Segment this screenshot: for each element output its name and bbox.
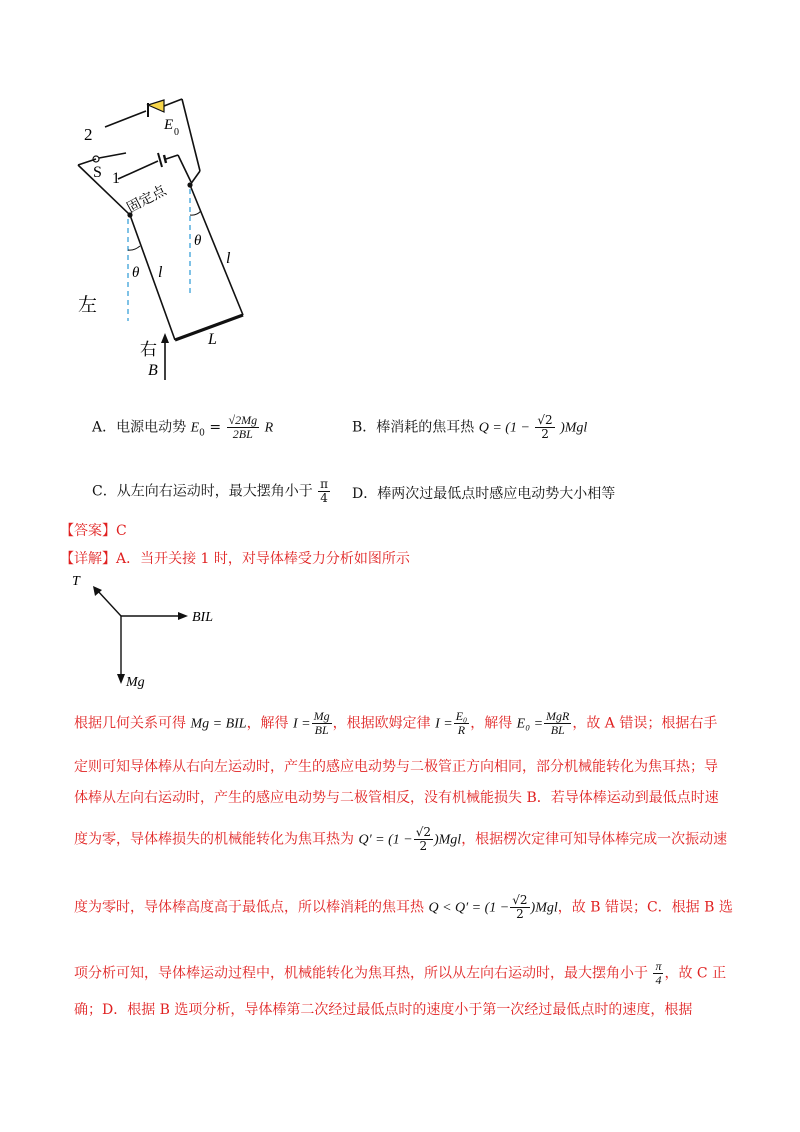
label-fixed-point: 固定点	[124, 183, 169, 217]
option-a: A．电源电动势 $E_0$ = $\frac{√2Mg}{2BL}$ R	[92, 413, 274, 441]
label-e0-sub: 0	[174, 127, 179, 138]
analysis-intro: 【详解】A．当开关接 1 时，对导体棒受力分析如图所示	[60, 551, 410, 567]
option-b: B．棒消耗的焦耳热 Q = (1 − $\frac{√2}{2}$ )Mgl	[352, 413, 588, 441]
label-mg: Mg	[126, 675, 145, 690]
fraction: $\frac{\pi}{4}$	[320, 477, 329, 505]
label-b-field: B	[148, 362, 158, 379]
force-diagram	[64, 568, 234, 693]
label-t: T	[72, 574, 80, 589]
analysis-line-4: 度为零，导体棒损失的机械能转化为焦耳热为 Q′ = (1 − $\frac{√2}{2}$ )Mgl，根据楞次定律可知导体棒完成一次振动速	[74, 825, 728, 853]
label-2: 2	[84, 125, 93, 144]
fraction: $\frac{\text{MgR}}{BL}$	[546, 709, 570, 737]
analysis-line-3: 体棒从左向右运动时，产生的感应电动势与二极管相反，没有机械能损失 B．若导体棒运动到最低点时速	[74, 790, 719, 806]
option-c: C．从左向右运动时，最大摆角小于 $\frac{\pi}{4}$	[92, 477, 329, 505]
label-bil: BIL	[192, 610, 213, 625]
label-right: 右	[140, 340, 157, 359]
circuit-figure	[60, 85, 330, 385]
arrow-bil-icon	[178, 612, 188, 620]
diode-icon	[148, 100, 164, 112]
analysis-line-2: 定则可知导体棒从右向左运动时，产生的感应电动势与二极管正方向相同，部分机械能转化为焦耳热；导	[74, 759, 718, 775]
fraction: $\frac{Mg}{BL}$	[313, 709, 330, 737]
label-1: 1	[112, 170, 120, 187]
label-s: S	[93, 164, 102, 181]
label-left: 左	[78, 295, 98, 316]
label-theta-left: θ	[132, 265, 140, 281]
answer-label: 【答案】C	[60, 523, 127, 539]
label-l-left: l	[158, 264, 163, 281]
label-bar-length: L	[208, 331, 217, 348]
arrow-mg-icon	[117, 674, 125, 684]
label-e0: E	[164, 117, 174, 133]
fraction: $\frac{√2}{2}$	[512, 893, 528, 921]
option-d: D．棒两次过最低点时感应电动势大小相等	[352, 486, 616, 502]
analysis-line-1: 根据几何关系可得 Mg = BIL，解得 I = $\frac{Mg}{BL}$ ，根据欧姆定律 I = $\frac{\text{E₀}}{R}$ ，解得 E₀ = $\frac{\text{MgR}}{BL}$ ，故 A 错误；根据右手	[74, 709, 718, 737]
fraction: $\frac{√2Mg}{2BL}$	[228, 413, 258, 441]
fraction: $\frac{√2}{2}$	[537, 413, 553, 441]
analysis-line-7: 确；D．根据 B 选项分析，导体棒第二次经过最低点时的速度小于第一次经过最低点时的速度，根据	[74, 1002, 693, 1018]
fraction: $\frac{\pi}{4}$	[655, 959, 662, 987]
fraction: $\frac{\text{E₀}}{R}$	[455, 709, 468, 737]
label-l-right: l	[226, 250, 231, 267]
fraction: $\frac{√2}{2}$	[415, 825, 431, 853]
arrow-up-icon	[161, 333, 169, 343]
analysis-line-6: 项分析可知，导体棒运动过程中，机械能转化为焦耳热，所以从左向右运动时，最大摆角小于 $\frac{\pi}{4}$ ，故 C 正	[74, 959, 727, 987]
analysis-line-5: 度为零时，导体棒高度高于最低点，所以棒消耗的焦耳热 Q < Q′ = (1 − $\frac{√2}{2}$ )Mgl，故 B 错误；C．根据 B 选	[74, 893, 733, 921]
label-theta-right: θ	[194, 233, 202, 249]
